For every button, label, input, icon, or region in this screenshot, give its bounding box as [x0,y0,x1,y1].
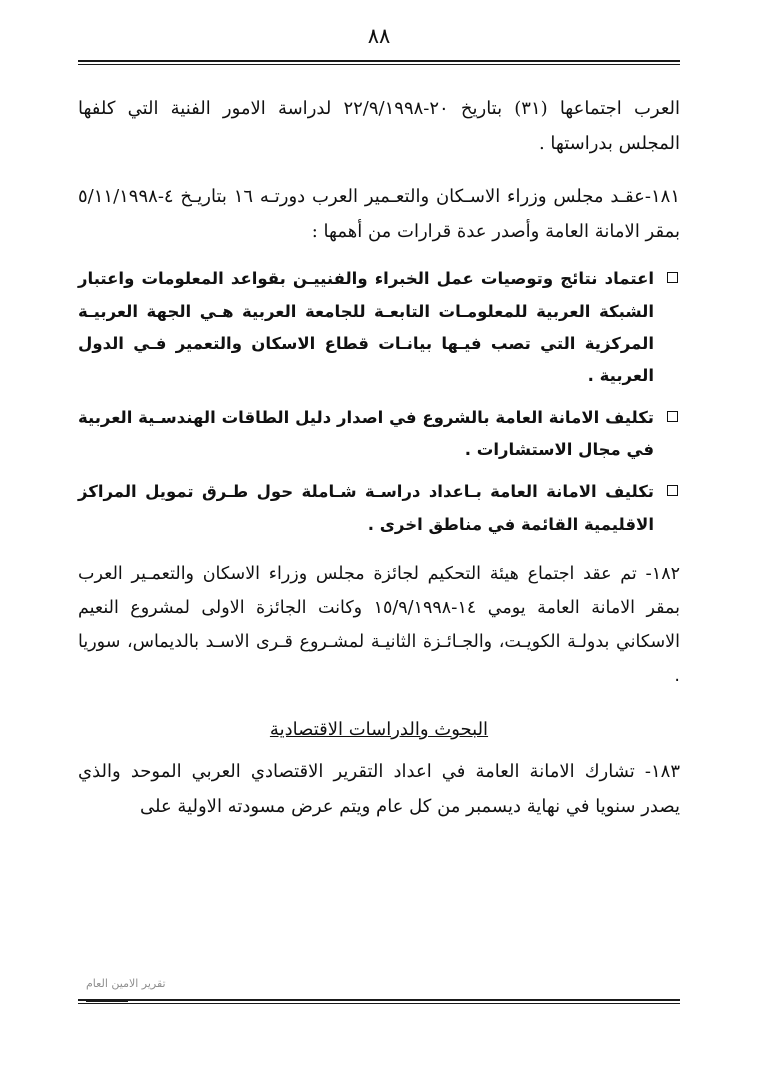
header-divider [78,60,680,65]
last-block [78,754,680,824]
footer-dash [86,1000,128,1002]
list-item-text: اعتماد نتائج وتوصيات عمل الخبراء والفنييـن بقواعد المعلومات واعتبار الشبكة العربية للمعلومـات التابعـة للجامعة العربية هـي الجهة العربيـة المركزية التي تصب فيـها بيانـات قطاع الاسكان والتعمير فـي الدول العربية . [78,269,654,385]
footer-divider [78,999,680,1004]
section-heading: البحوث والدراسات الاقتصادية [269,719,489,741]
list-item [78,263,680,392]
list-item [78,476,680,540]
document-body [78,91,680,824]
paragraph-183: ١٨٣- تشارك الامانة العامة في اعداد التقرير الاقتصادي العربي الموحد والذي يصدر سنويا في نهاية ديسمبر من كل عام ويتم عرض مسودته الاولية على [78,761,680,818]
paragraph-182: ١٨٢- تم عقد اجتماع هيئة التحكيم لجائزة مجلس وزراء الاسكان والتعمـير العرب بمقر الامانة العامة يومي ١٤-١٥/٩/١٩٩٨ وكانت الجائزة الاولى لمشروع النعيم الاسكاني بدولـة الكويـت، والجـائـزة الثانيـة لمشـروع قـرى الاسـد بالديماس، سوريا . [78,563,680,687]
square-bullet-icon [667,411,678,422]
bullet-list [78,263,680,540]
paragraph-continuation: العرب اجتماعها (٣١) بتاريخ ٢٠-٢٢/٩/١٩٩٨ لدراسة الامور الفنية التي كلفها المجلس بدراستها . [78,98,680,155]
list-item [78,402,680,466]
list-item-text: تكليف الامانة العامة بـاعداد دراسـة شـاملة حول طـرق تمويل المراكز الاقليمية القائمة في مناطق اخرى . [78,482,654,534]
page-number: ٨٨ [367,24,391,48]
list-item-text: تكليف الامانة العامة بالشروع في اصدار دليل الطاقات الهندسـية العربية في مجال الاستشارات . [78,408,654,460]
footer-watermark-text: تقرير الامين العام [86,977,166,990]
square-bullet-icon [667,485,678,496]
square-bullet-icon [667,272,678,283]
page-footer [78,977,680,1004]
paragraph-181: ١٨١-عقـد مجلس وزراء الاسـكان والتعـمير العرب دورتـه ١٦ بتاريـخ ٤-٥/١١/١٩٩٨ بمقر الامانة العامة وأصدر عدة قرارات من أهمها : [78,186,680,243]
